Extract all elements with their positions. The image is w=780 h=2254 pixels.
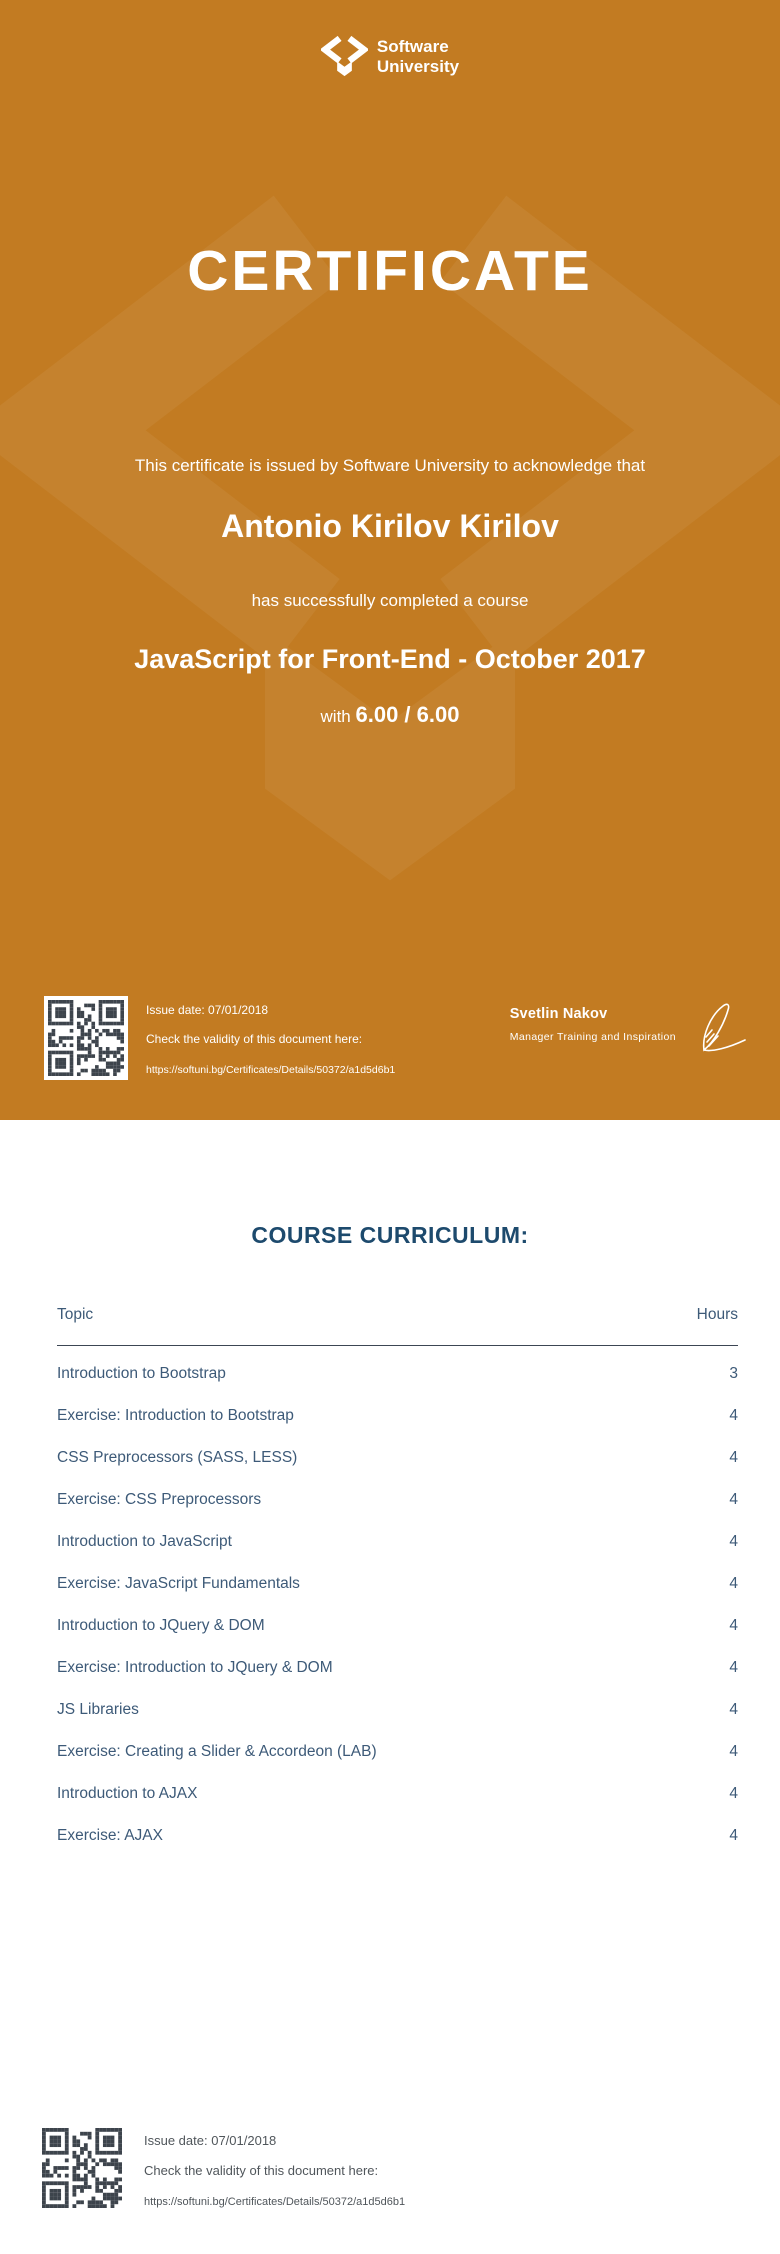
table-row [57,1605,738,1647]
row-hours: 4 [729,1449,738,1466]
row-topic: Introduction to JavaScript [57,1533,232,1550]
certificate-heading: CERTIFICATE [187,239,593,303]
issue-info [144,2126,405,2208]
qr-code [40,2126,124,2210]
table-row [57,1689,738,1731]
row-hours: 4 [729,1533,738,1550]
row-hours: 4 [729,1575,738,1592]
qr-code [44,996,128,1080]
table-row [57,1773,738,1815]
row-topic: Exercise: Creating a Slider & Accordeon (LAB) [57,1743,377,1760]
score-prefix: with [320,707,351,726]
completed-line: has successfully completed a course [251,591,529,610]
table-row [57,1731,738,1773]
row-topic: Introduction to Bootstrap [57,1365,226,1382]
table-row [57,1353,738,1395]
table-row [57,1437,738,1479]
logo-word-software: Software [376,37,449,57]
certificate-intro-line: This certificate is issued by Software University to acknowledge that [134,456,646,475]
table-row [57,1815,738,1857]
curriculum-table-header [57,1306,738,1346]
row-hours: 4 [729,1827,738,1844]
row-hours: 4 [729,1491,738,1508]
signature-block [510,996,746,1060]
signature-text [510,1006,676,1060]
issue-date: Issue date: 07/01/2018 [146,1003,269,1017]
score-value: 6.00 / 6.00 [355,702,460,727]
row-topic: Introduction to JQuery & DOM [57,1617,265,1634]
row-topic: Exercise: AJAX [57,1827,163,1844]
issue-info [146,996,395,1076]
page-footer [40,2126,746,2210]
row-topic: Exercise: Introduction to Bootstrap [57,1407,294,1424]
row-hours: 3 [729,1365,738,1382]
column-header-hours: Hours [696,1306,738,1323]
row-topic: JS Libraries [57,1701,139,1718]
signature-icon [690,998,746,1060]
curriculum-table [57,1306,738,1857]
logo-word-university: University [376,56,460,76]
recipient-name: Antonio Kirilov Kirilov [221,508,559,544]
curriculum-title: COURSE CURRICULUM: [251,1222,529,1248]
signer-role: Manager Training and Inspiration [509,1031,676,1043]
row-topic: Exercise: CSS Preprocessors [57,1491,262,1508]
table-row [57,1479,738,1521]
validity-label: Check the validity of this document here: [146,1032,363,1046]
row-hours: 4 [729,1407,738,1424]
curriculum-rows [57,1346,738,1857]
validity-url: https://softuni.bg/Certificates/Details/50372/a1d5d6b1 [144,2196,406,2208]
certificate-banner [0,0,780,1120]
table-row [57,1521,738,1563]
validity-label: Check the validity of this document here: [144,2163,379,2178]
column-header-topic: Topic [57,1306,94,1323]
softuni-logo [0,34,780,79]
row-hours: 4 [729,1743,738,1760]
signer-name: Svetlin Nakov [509,1006,608,1022]
row-topic: Exercise: JavaScript Fundamentals [57,1575,300,1592]
score-line [0,702,780,728]
row-hours: 4 [729,1701,738,1718]
table-row [57,1395,738,1437]
softuni-logo-text [377,37,459,75]
table-row [57,1647,738,1689]
row-hours: 4 [729,1659,738,1676]
row-topic: Introduction to AJAX [57,1785,198,1802]
course-name: JavaScript for Front-End - October 2017 [134,644,646,674]
row-topic: Exercise: Introduction to JQuery & DOM [57,1659,333,1676]
row-hours: 4 [729,1785,738,1802]
issue-date: Issue date: 07/01/2018 [144,2133,277,2148]
row-hours: 4 [729,1617,738,1634]
row-topic: CSS Preprocessors (SASS, LESS) [57,1449,298,1466]
table-row [57,1563,738,1605]
validity-url: https://softuni.bg/Certificates/Details/50372/a1d5d6b1 [146,1064,396,1076]
softuni-logo-icon [321,34,368,79]
banner-footer [44,996,746,1080]
